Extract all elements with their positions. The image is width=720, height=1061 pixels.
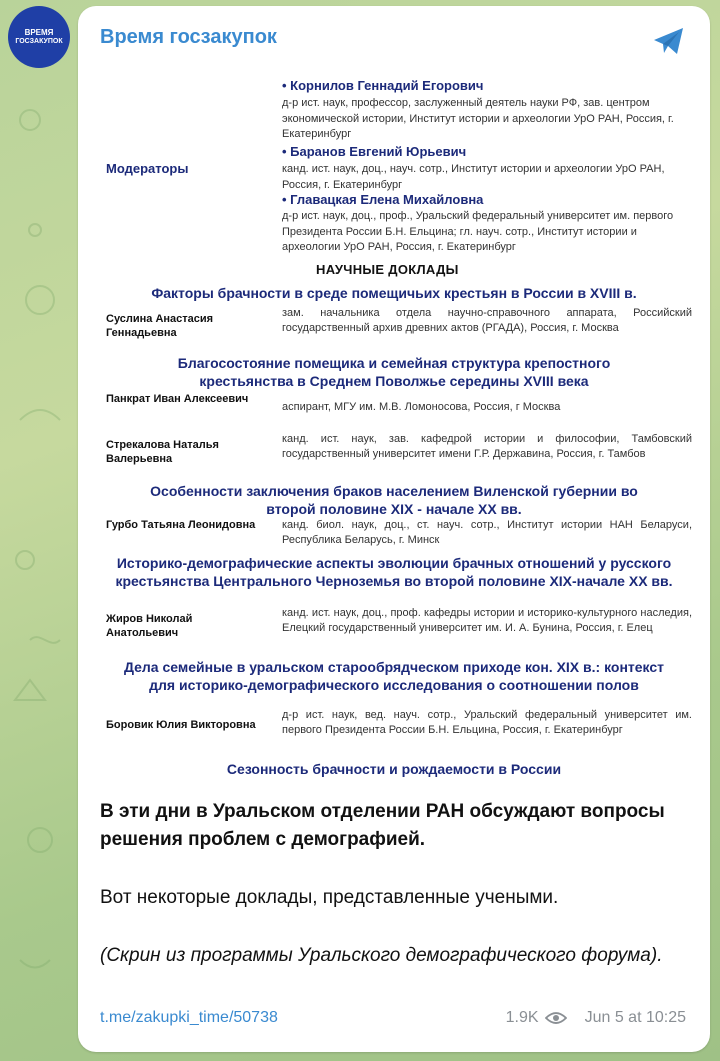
moderator-desc: д-р ист. наук, доц., проф., Уральский федеральный университет им. первого Президента России Б.Н. Ельцина; гл. науч. сотр., Институт истории и археологии УрО РАН, Россия, г. Екатеринбург	[282, 210, 674, 253]
talk-title: Факторы брачности в среде помещичьих крестьян в России в XVIII в.	[151, 285, 637, 301]
post-text-bold: В эти дни в Уральском отделении РАН обсуждают вопросы решения проблем с демографией.	[100, 801, 665, 850]
talk-title: Историко-демографические аспекты эволюции брачных отношений у русского крестьянства Центрального Черноземья во второй половине XIX-начале XX вв.	[115, 555, 673, 589]
message-card	[78, 6, 710, 1052]
talk-title: Сезонность брачности и рождаемости в России	[226, 761, 562, 777]
post-meta	[506, 1009, 686, 1027]
post-link[interactable]: t.me/zakupki_time/50738	[100, 1009, 278, 1026]
speaker-desc: канд. ист. наук, зав. кафедрой истории и философии, Тамбовский государственный университет имени Г.Р. Державина, Россия, г. Тамбов	[282, 433, 692, 460]
talk-title: Особенности заключения браков населением Виленской губернии во второй половине XIX - начале XX вв.	[150, 483, 638, 517]
moderators-label: Модераторы	[106, 161, 189, 176]
channel-avatar[interactable]	[8, 6, 70, 68]
speaker-name: Жиров Николай Анатольевич	[106, 613, 193, 639]
talk-title: Дела семейные в уральском старообрядческом приходе кон. XIX в.: контекст для историко-демографического исследования о соотношении полов	[123, 659, 665, 693]
view-count: 1.9K	[505, 1009, 539, 1026]
moderator-name: • Баранов Евгений Юрьевич	[282, 144, 467, 159]
speaker-desc: канд. биол. наук, доц., ст. науч. сотр., Институт истории НАН Беларуси, Республика Беларусь, г. Минск	[282, 519, 692, 546]
avatar-text-line1: ВРЕМЯ	[24, 28, 54, 38]
moderator-desc: канд. ист. наук, доц., науч. сотр., Институт истории и археологии УрО РАН, Россия, г. Екатеринбург	[282, 163, 665, 191]
speaker-name: Гурбо Татьяна Леонидовна	[106, 519, 256, 531]
speaker-desc: канд. ист. наук, доц., проф. кафедры истории и историко-культурного наследия, Елецкий государственный университет им. И. А. Бунина, Россия, г. Елец	[282, 607, 692, 634]
section-heading: НАУЧНЫЕ ДОКЛАДЫ	[316, 262, 459, 277]
post-text-italic: (Скрин из программы Уральского демографического форума).	[100, 945, 663, 966]
speaker-desc: аспирант, МГУ им. М.В. Ломоносова, Россия, г Москва	[282, 401, 561, 413]
speaker-name: Суслина Анастасия Геннадьевна	[106, 313, 214, 339]
channel-title[interactable]: Время госзакупок	[100, 26, 277, 48]
talk-title: Благосостояние помещика и семейная структура крепостного крестьянства в Среднем Поволжье середины XVIII века	[177, 355, 611, 389]
speaker-name: Стрекалова Наталья Валерьевна	[106, 439, 219, 465]
share-arrow-icon[interactable]	[652, 26, 686, 56]
post-timestamp: Jun 5 at 10:25	[584, 1009, 686, 1026]
moderator-name: • Главацкая Елена Михайловна	[282, 192, 484, 207]
eye-icon	[545, 1011, 567, 1025]
post-text: Вот некоторые доклады, представленные учеными.	[100, 887, 559, 908]
moderator-name: • Корнилов Геннадий Егорович	[282, 78, 484, 93]
speaker-name: Панкрат Иван Алексеевич	[106, 393, 249, 405]
moderator-desc: д-р ист. наук, профессор, заслуженный деятель науки РФ, зав. центром экономической истории, Институт истории и археологии УрО РАН, Россия, г. Екатеринбург	[282, 97, 674, 140]
avatar-text-line2: ГОСЗАКУПОК	[15, 37, 63, 45]
speaker-name: Боровик Юлия Викторовна	[106, 719, 256, 731]
speaker-desc: д-р ист. наук, вед. науч. сотр., Уральский федеральный университет им. первого Президента России Б.Н. Ельцина, Россия, г. Екатеринбург	[282, 709, 692, 736]
speaker-desc: зам. начальника отдела научно-справочного аппарата, Российский государственный архив древних актов (РГАДА), Россия, г. Москва	[282, 307, 692, 334]
program-screenshot	[78, 66, 710, 784]
